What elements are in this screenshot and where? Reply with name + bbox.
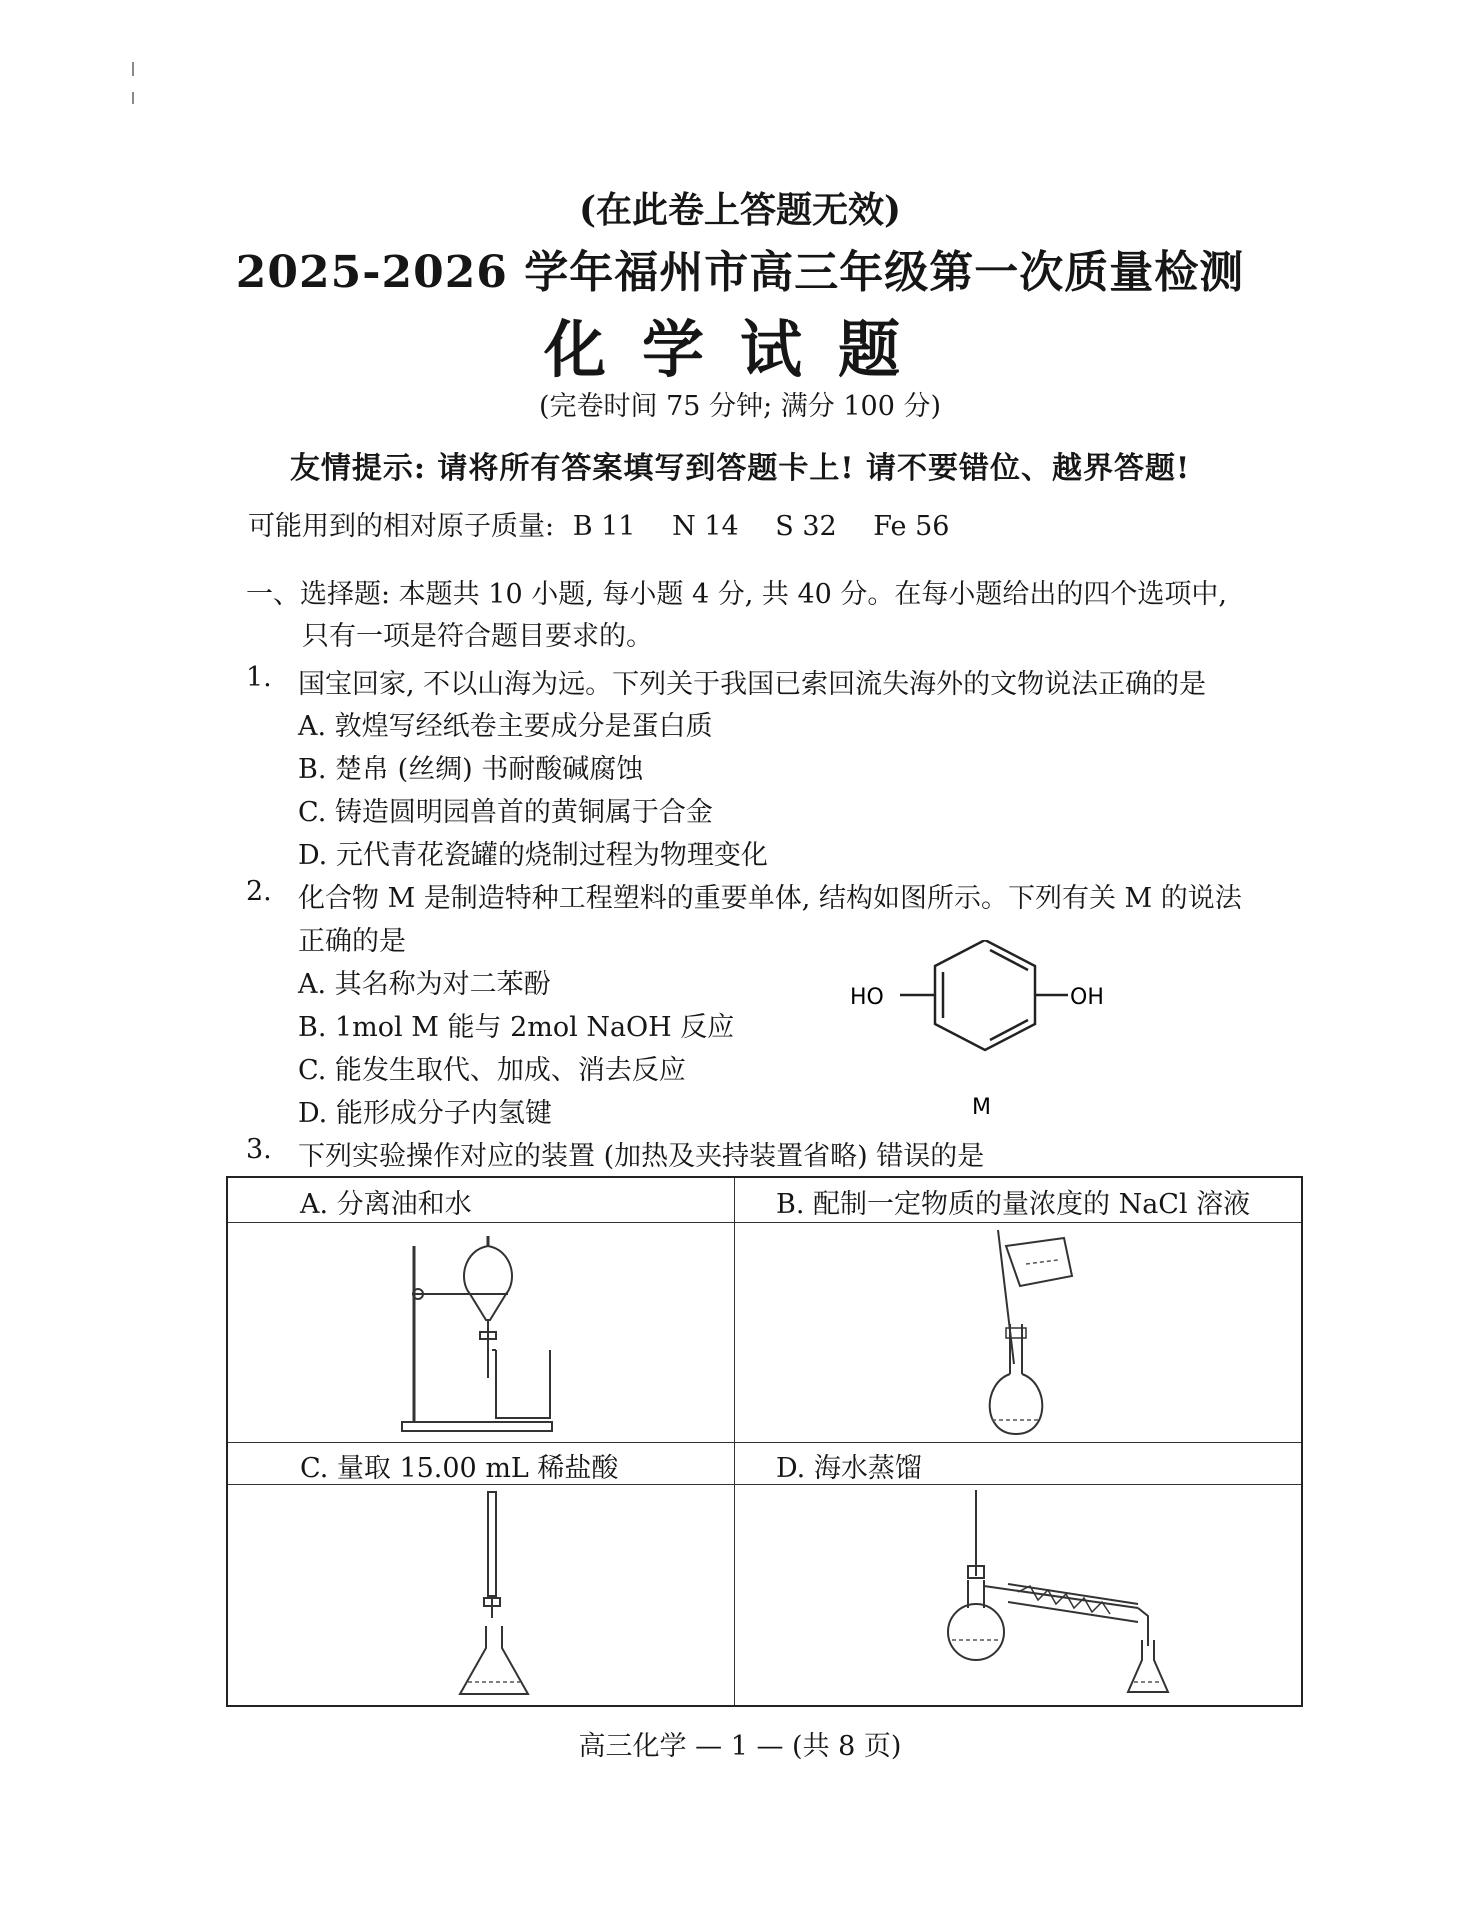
option-c: C. 铸造圆明园兽首的黄铜属于合金	[298, 797, 713, 828]
friendly-tip: 友情提示: 请将所有答案填写到答题卡上! 请不要错位、越界答题!	[289, 451, 1191, 486]
table-rule	[228, 1442, 1301, 1443]
structure-label: M	[972, 1095, 991, 1120]
option-c: C. 能发生取代、加成、消去反应	[298, 1055, 686, 1086]
atomic-mass-label: 可能用到的相对原子质量:	[248, 511, 555, 542]
scan-edge-mark	[132, 62, 134, 76]
structure-right-group: OH	[1070, 985, 1104, 1010]
atomic-mass-line	[248, 504, 977, 543]
subject-title: 化学试题	[543, 313, 936, 386]
section-line: 一、选择题: 本题共 10 小题, 每小题 4 分, 共 40 分。在每小题给出的四个选项中,	[246, 579, 1227, 610]
distillation-apparatus	[938, 1484, 1238, 1704]
atomic-mass-item: S 32	[775, 511, 837, 542]
atomic-mass-item: Fe 56	[873, 511, 950, 542]
apparatus-table	[226, 1176, 1303, 1707]
scan-edge-mark	[132, 92, 134, 104]
cell-label-b: B. 配制一定物质的量浓度的 NaCl 溶液	[776, 1189, 1251, 1220]
atomic-mass-item: B 11	[572, 511, 636, 542]
question-stem: 国宝回家, 不以山海为远。下列关于我国已索回流失海外的文物说法正确的是	[298, 669, 1207, 700]
option-b: B. 楚帛 (丝绸) 书耐酸碱腐蚀	[298, 754, 644, 785]
section-line: 只有一项是符合题目要求的。	[302, 621, 653, 652]
question-number: 3.	[246, 1134, 272, 1165]
volumetric-flask-apparatus	[968, 1224, 1108, 1440]
exam-title: 2025-2026 学年福州市高三年级第一次质量检测	[235, 247, 1245, 298]
table-rule	[734, 1178, 735, 1705]
atomic-mass-item: N 14	[672, 511, 739, 542]
exam-notice: (在此卷上答题无效)	[578, 189, 902, 231]
burette-apparatus	[446, 1486, 546, 1704]
option-b: B. 1mol M 能与 2mol NaOH 反应	[298, 1012, 735, 1043]
option-a: A. 其名称为对二苯酚	[298, 969, 551, 1000]
question-stem: 下列实验操作对应的装置 (加热及夹持装置省略) 错误的是	[298, 1141, 985, 1172]
page-footer: 高三化学 — 1 — (共 8 页)	[578, 1731, 902, 1762]
hydroquinone-structure	[840, 940, 1120, 1120]
question-stem: 正确的是	[298, 926, 406, 957]
section-header	[246, 574, 1227, 658]
cell-label-a: A. 分离油和水	[300, 1189, 472, 1220]
exam-time-line: (完卷时间 75 分钟; 满分 100 分)	[539, 391, 941, 422]
cell-label-d: D. 海水蒸馏	[776, 1453, 922, 1484]
option-a: A. 敦煌写经纸卷主要成分是蛋白质	[298, 711, 713, 742]
question-stem: 化合物 M 是制造特种工程塑料的重要单体, 结构如图所示。下列有关 M 的说法	[298, 883, 1242, 914]
option-d: D. 能形成分子内氢键	[298, 1098, 552, 1129]
question-number: 2.	[246, 876, 272, 907]
structure-left-group: HO	[850, 985, 884, 1010]
separatory-funnel-apparatus	[388, 1228, 588, 1438]
option-d: D. 元代青花瓷罐的烧制过程为物理变化	[298, 840, 768, 871]
cell-label-c: C. 量取 15.00 mL 稀盐酸	[300, 1453, 619, 1484]
question-number: 1.	[246, 662, 272, 693]
table-rule	[228, 1222, 1301, 1223]
